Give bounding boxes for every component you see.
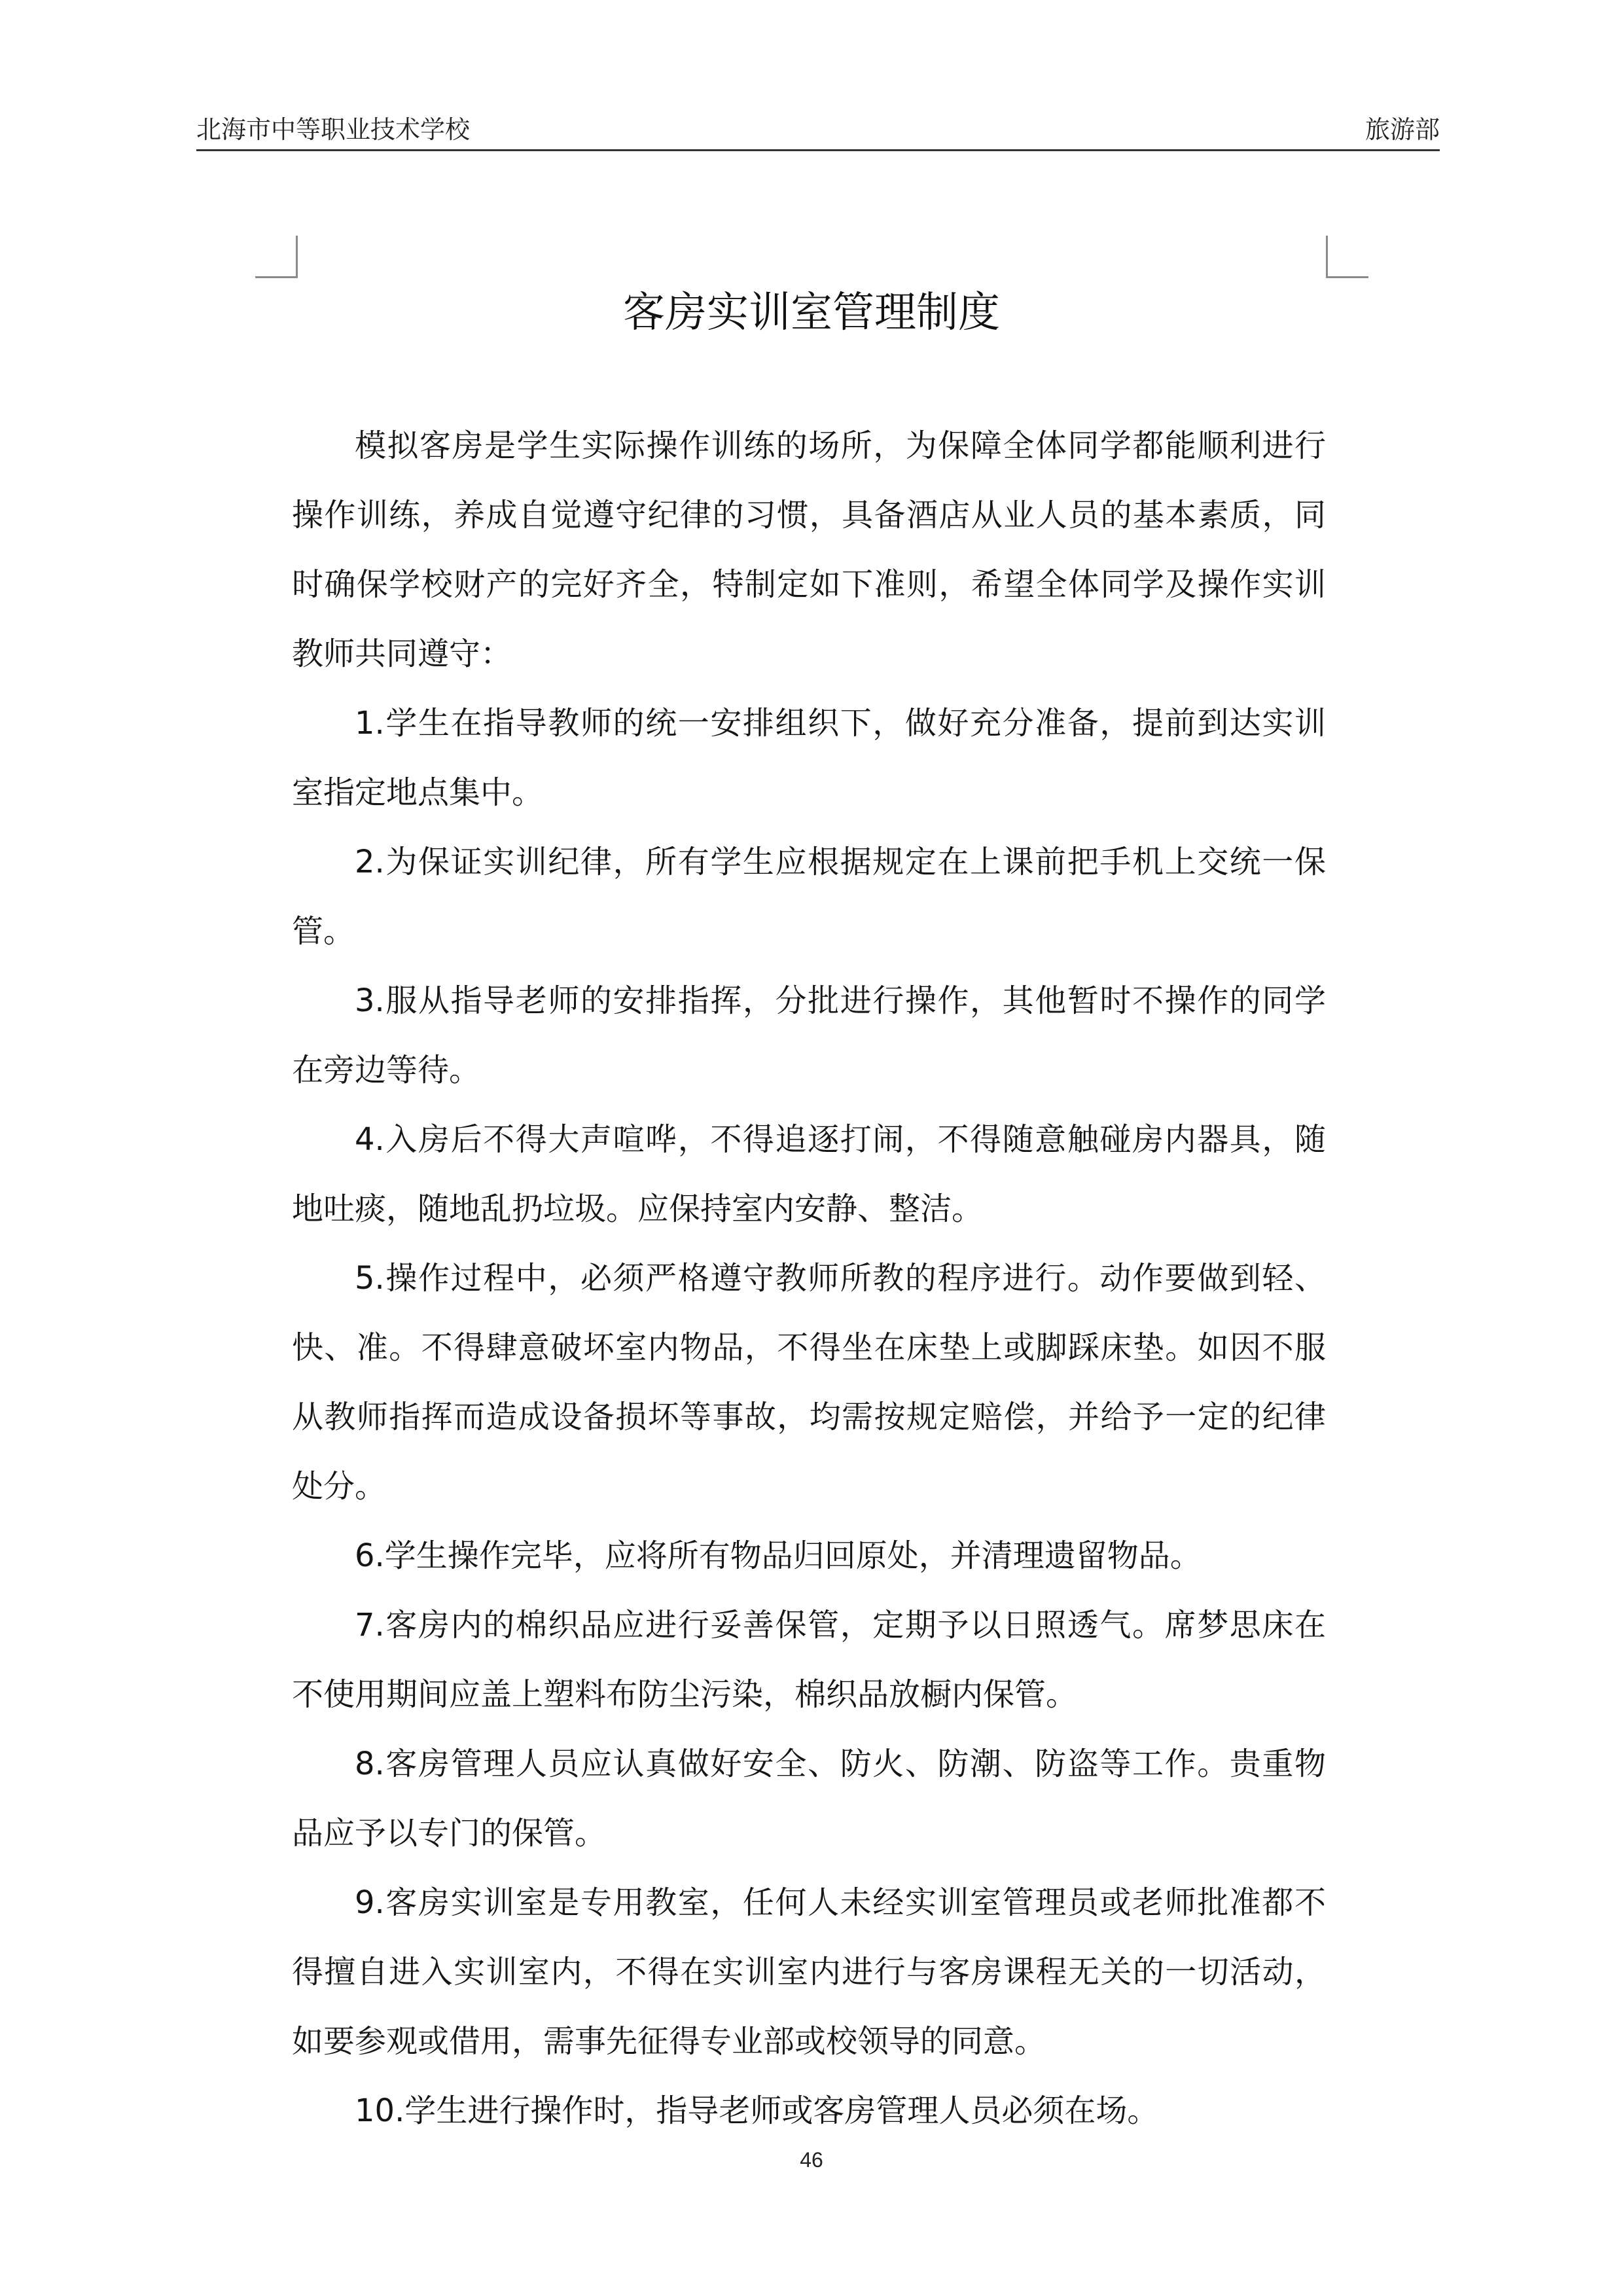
rule-3: 3.服从指导老师的安排指挥，分批进行操作，其他暂时不操作的同学在旁边等待。 [292,982,1326,1088]
header-department: 旅游部 [1364,115,1440,144]
crop-mark-top-right [1326,236,1368,278]
rule-2: 2.为保证实训纪律，所有学生应根据规定在上课前把手机上交统一保管。 [292,844,1326,950]
crop-mark-top-left [255,236,298,278]
rule-4: 4.入房后不得大声喧哗，不得追逐打闹，不得随意触碰房内器具，随地吐痰，随地乱扔垃圾。应保持室内安静、整洁。 [292,1121,1326,1227]
rule-6: 6.学生操作完毕，应将所有物品归回原处，并清理遗留物品。 [355,1537,1202,1574]
rule-10: 10.学生进行操作时，指导老师或客房管理人员必须在场。 [355,2092,1159,2129]
rule-8: 8.客房管理人员应认真做好安全、防火、防潮、防盗等工作。贵重物品应予以专门的保管。 [292,1746,1326,1852]
document-title: 客房实训室管理制度 [623,289,1000,337]
rule-7: 7.客房内的棉织品应进行妥善保管，定期予以日照透气。席梦思床在不使用期间应盖上塑料布防尘污染，棉织品放橱内保管。 [292,1607,1326,1713]
page-number: 46 [800,2148,823,2172]
rule-9: 9.客房实训室是专用教室，任何人未经实训室管理员或老师批准都不得擅自进入实训室内，不得在实训室内进行与客房课程无关的一切活动，如要参观或借用，需事先征得专业部或校领导的同意。 [292,1884,1326,2060]
rule-1: 1.学生在指导教师的统一安排组织下，做好充分准备，提前到达实训室指定地点集中。 [292,705,1326,811]
intro-paragraph: 模拟客房是学生实际操作训练的场所，为保障全体同学都能顺利进行操作训练，养成自觉遵守纪律的习惯，具备酒店从业人员的基本素质，同时确保学校财产的完好齐全，特制定如下准则，希望全体同学及操作实训教师共同遵守： [292,427,1326,672]
document-body [292,411,1326,2145]
header-school-name: 北海市中等职业技术学校 [196,115,471,144]
rule-5: 5.操作过程中，必须严格遵守教师所教的程序进行。动作要做到轻、快、准。不得肆意破坏室内物品，不得坐在床垫上或脚踩床垫。如因不服从教师指挥而造成设备损坏等事故，均需按规定赔偿，并给予一定的纪律处分。 [292,1260,1326,1505]
page-header [196,113,1440,151]
